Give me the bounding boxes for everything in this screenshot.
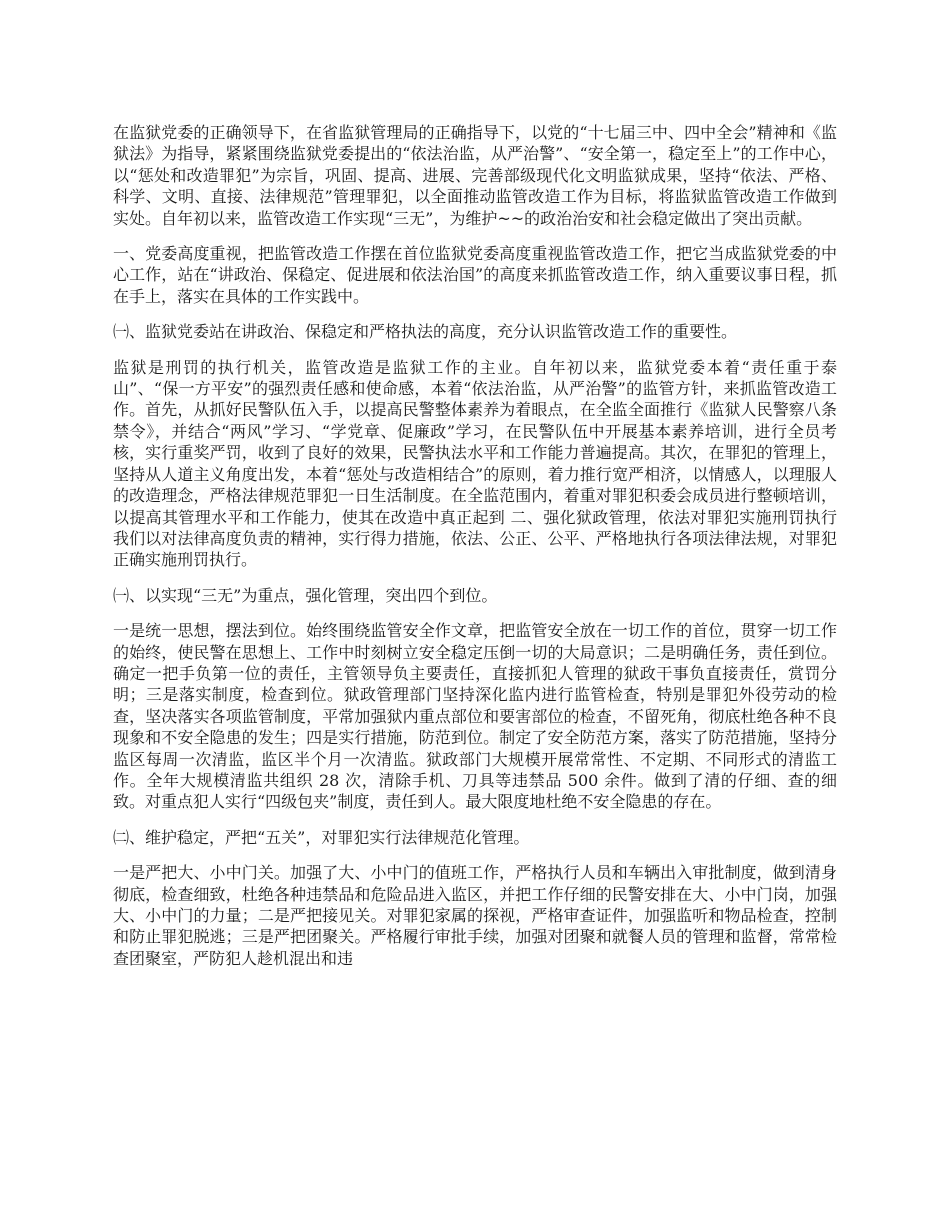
body-paragraph: 监狱是刑罚的执行机关，监管改造是监狱工作的主业。自年初以来，监狱党委本着“责任重于泰山”、“保一方平安”的强烈责任感和使命感，本着“依法治监，从严治警”的监管方针，来抓监管改造工作。首先，从抓好民警队伍入手，以提高民警整体素养为着眼点，在全监全面推行《监狱人民警察八条禁令》，并结合“两风”学习、“学党章、促廉政”学习，在民警队伍中开展基本素养培训，进行全员考核，实行重奖严罚，收到了良好的效果，民警执法水平和工作能力普遍提高。其次，在罪犯的管理上，坚持从人道主义角度出发，本着“惩处与改造相结合”的原则，着力推行宽严相济，以情感人，以理服人的改造理念，严格法律规范罪犯一日生活制度。在全监范围内，着重对罪犯积委会成员进行整顿培训，以提高其管理水平和工作能力，使其在改造中真正起到 二、强化狱政管理，依法对罪犯实施刑罚执行我们以对法律高度负责的精神，实行得力措施，依法、公正、公平、严格地执行各项法律法规，对罪犯正确实施刑罚执行。 xyxy=(113,357,837,570)
body-paragraph: 一是统一思想，摆法到位。始终围绕监管安全作文章，把监管安全放在一切工作的首位，贯穿一切工作的始终，使民警在思想上、工作中时刻树立安全稳定压倒一切的大局意识；二是明确任务，责任到位。确定一把手负第一位的责任，主管领导负主要责任，直接抓犯人管理的狱政干事负直接责任，赏罚分明；三是落实制度，检查到位。狱政管理部门坚持深化监内进行监管检查，特别是罪犯外役劳动的检查，坚决落实各项监管制度，平常加强狱内重点部位和要害部位的检查，不留死角，彻底杜绝各种不良现象和不安全隐患的发生；四是实行措施，防范到位。制定了安全防范方案，落实了防范措施，坚持分监区每周一次清监，监区半个月一次清监。狱政部门大规模开展常常性、不定期、不同形式的清监工作。全年大规模清监共组织 28 次，清除手机、刀具等违禁品 500 余件。做到了清的仔细、查的细致。对重点犯人实行“四级包夹”制度，责任到人。最大限度地杜绝不安全隐患的存在。 xyxy=(113,621,837,812)
subsection-heading-1-1: ㈠、监狱党委站在讲政治、保稳定和严格执法的高度，充分认识监管改造工作的重要性。 xyxy=(113,322,738,342)
document-body xyxy=(113,122,837,983)
subsection-heading-2-1: ㈠、以实现“三无”为重点，强化管理，突出四个到位。 xyxy=(113,585,498,605)
section-heading-1: 一、党委高度重视，把监管改造工作摆在首位监狱党委高度重视监管改造工作，把它当成监狱党委的中心工作，站在“讲政治、保稳定、促进展和依法治国”的高度来抓监管改造工作，纳入重要议事日程，抓在手上，落实在具体的工作实践中。 xyxy=(113,244,837,306)
subsection-heading-2-2: ㈡、维护稳定，严把“五关”，对罪犯实行法律规范化管理。 xyxy=(113,827,530,847)
body-paragraph: 一是严把大、小中门关。加强了大、小中门的值班工作，严格执行人员和车辆出入审批制度，做到清身彻底，检查细致，杜绝各种违禁品和危险品进入监区，并把工作仔细的民警安排在大、小中门岗，加强大、小中门的力量；二是严把接见关。对罪犯家属的探视，严格审查证件，加强监听和物品检查，控制和防止罪犯脱逃；三是严把团聚关。严格履行审批手续，加强对团聚和就餐人员的管理和监督，常常检查团聚室，严防犯人趁机混出和违 xyxy=(113,863,837,968)
intro-paragraph: 在监狱党委的正确领导下，在省监狱管理局的正确指导下，以党的“十七届三中、四中全会”精神和《监狱法》为指导，紧紧围绕监狱党委提出的“依法治监，从严治警”、“安全第一，稳定至上”的工作中心，以“惩处和改造罪犯”为宗旨，巩固、提高、进展、完善部级现代化文明监狱成果，坚持“依法、严格、科学、文明、直接、法律规范”管理罪犯，以全面推动监管改造工作为目标，将监狱监管改造工作做到实处。自年初以来，监管改造工作实现“三无”，为维护~~的政治治安和社会稳定做出了突出贡献。 xyxy=(113,123,837,228)
